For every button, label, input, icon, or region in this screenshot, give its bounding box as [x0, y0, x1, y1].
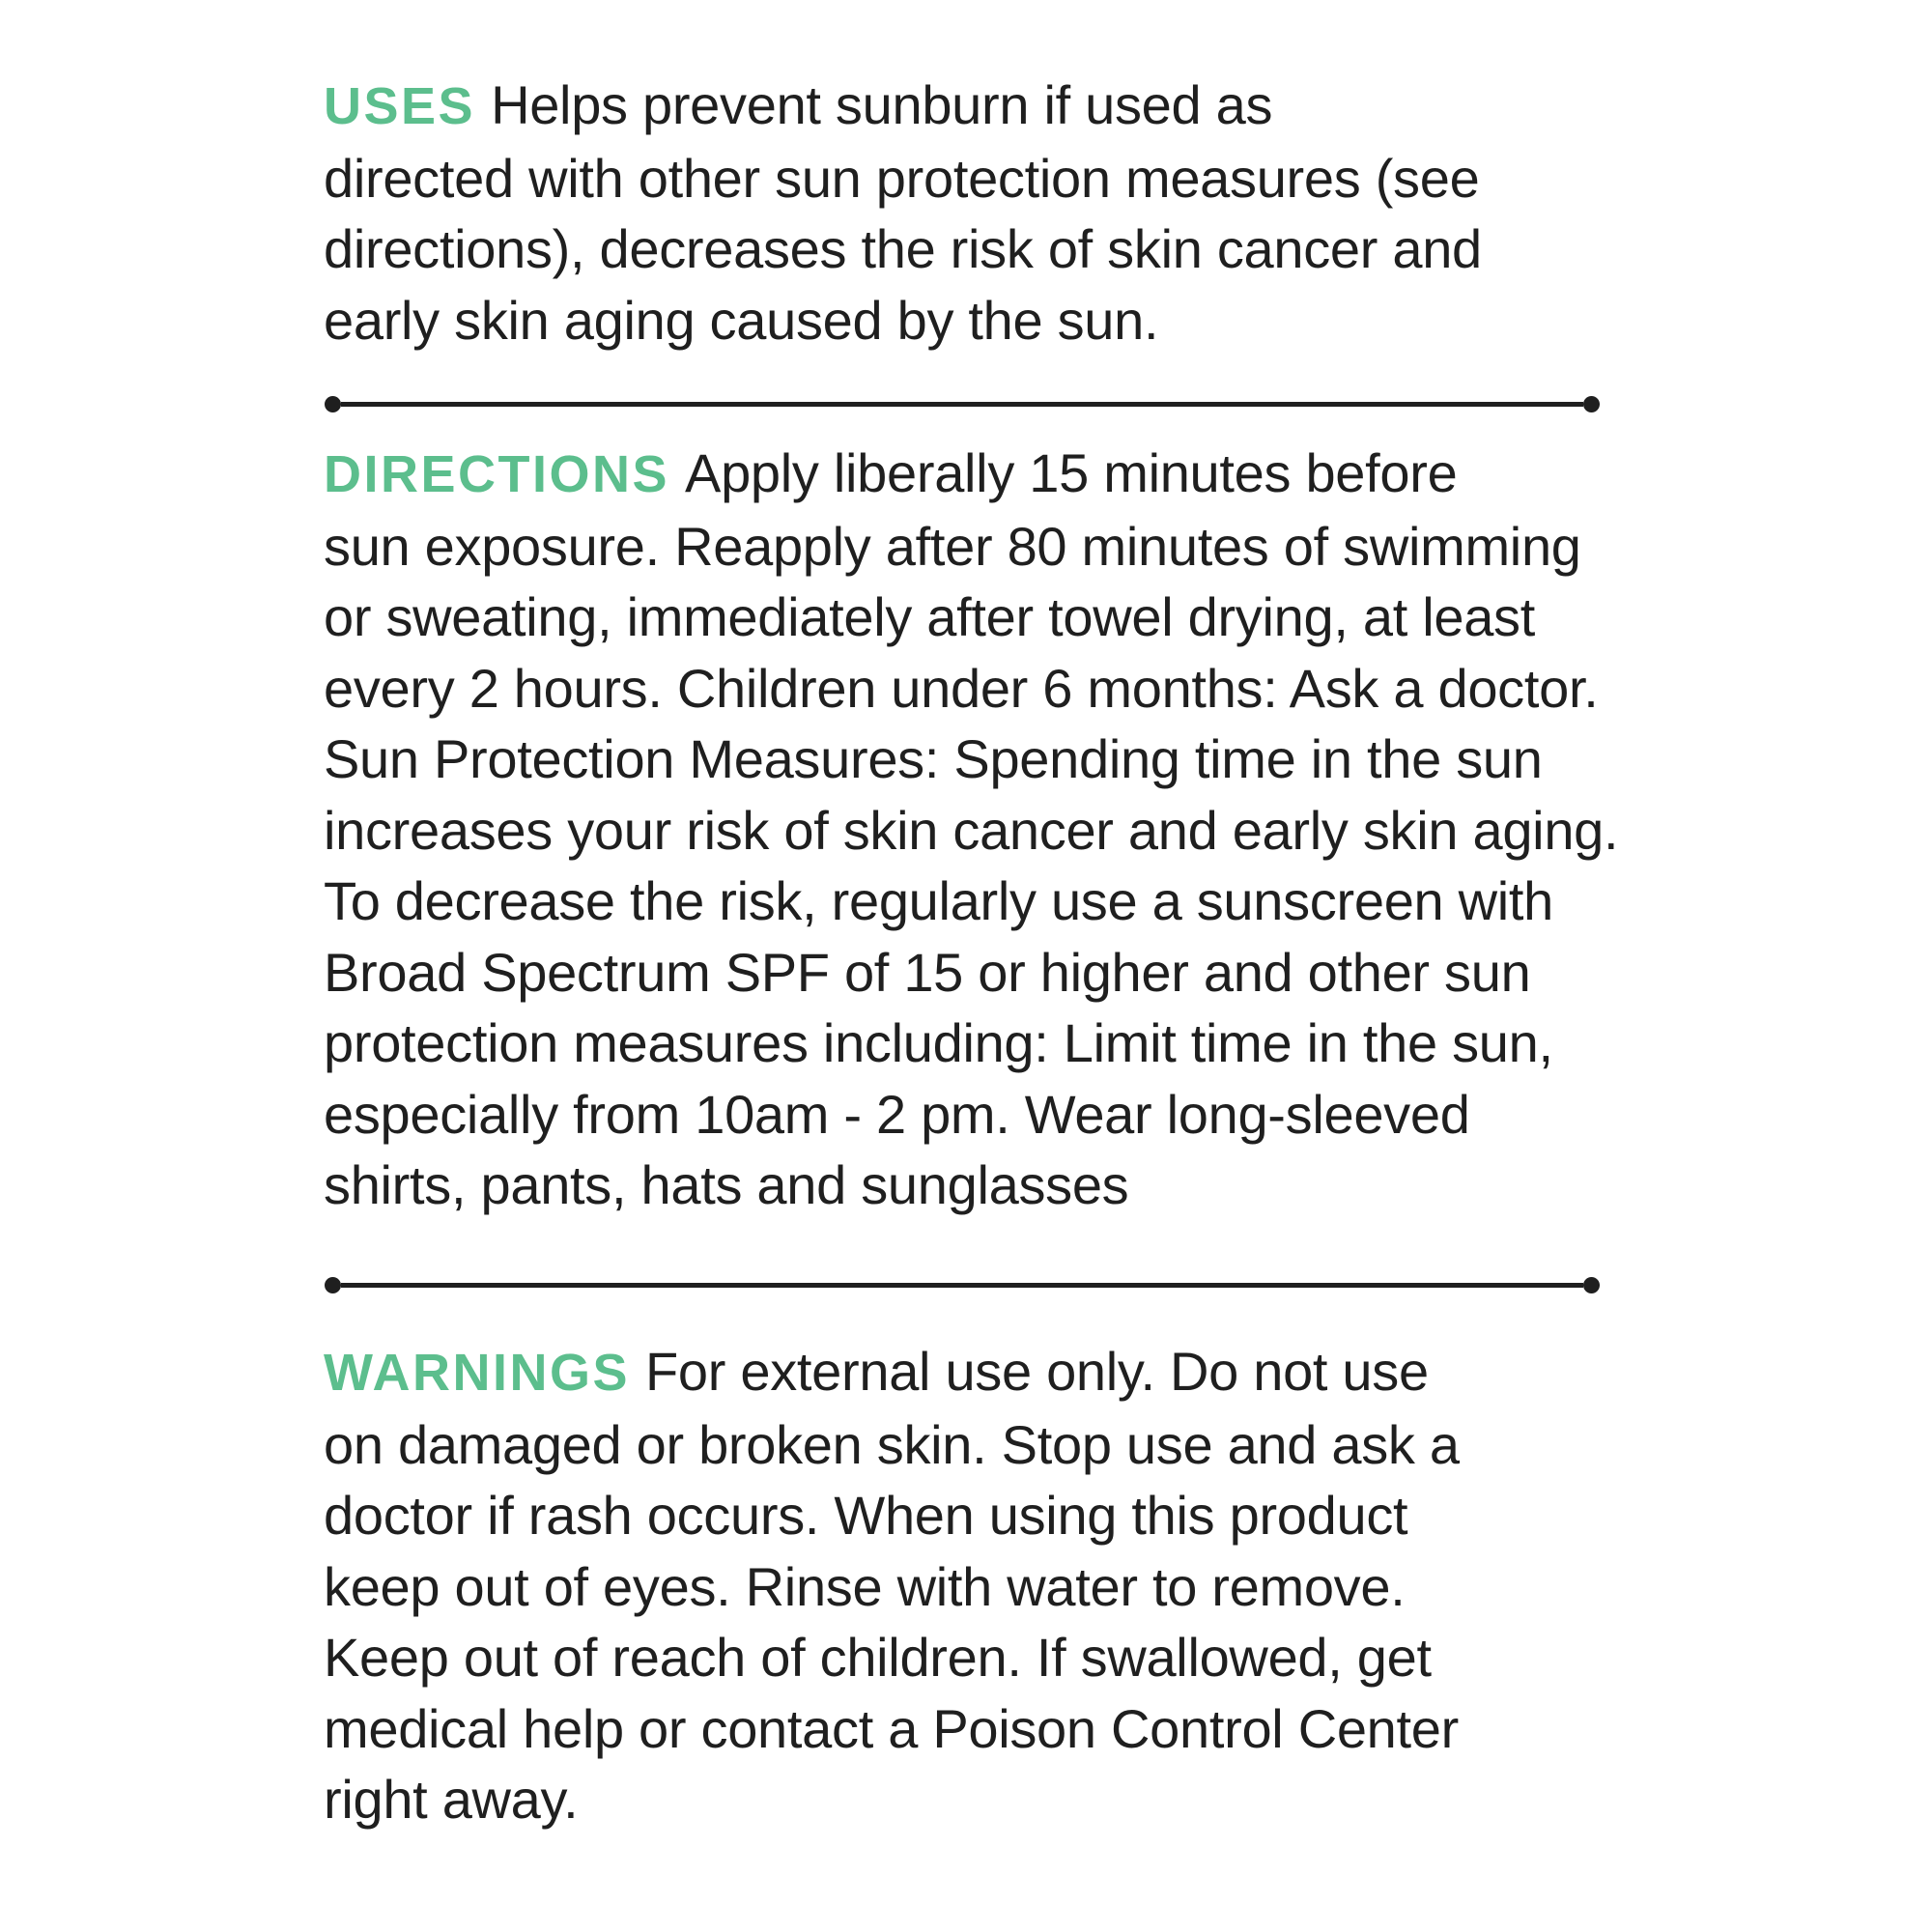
- directions-section: [324, 438, 1753, 1221]
- section-divider: [325, 393, 1600, 414]
- directions-line: shirts, pants, hats and sunglasses: [324, 1154, 1129, 1215]
- uses-line-text: Helps prevent sunburn if used as: [491, 74, 1273, 135]
- warnings-section: [324, 1336, 1753, 1835]
- warnings-heading: WARNINGS: [324, 1344, 630, 1402]
- directions-line: every 2 hours. Children under 6 months: Ask a doctor.: [324, 657, 1599, 719]
- divider-rule: [341, 1283, 1583, 1288]
- warnings-line-text: For external use only. Do not use: [645, 1341, 1429, 1402]
- divider-end-dot: [1583, 1277, 1600, 1293]
- uses-line: early skin aging caused by the sun.: [324, 289, 1159, 351]
- divider-end-dot: [1583, 396, 1600, 412]
- divider-end-dot: [325, 396, 341, 412]
- directions-heading: DIRECTIONS: [324, 445, 670, 503]
- directions-line: especially from 10am - 2 pm. Wear long-sleeved: [324, 1083, 1470, 1145]
- directions-line: To decrease the risk, regularly use a sunscreen with: [324, 870, 1554, 931]
- section-divider: [325, 1274, 1600, 1295]
- uses-line: directed with other sun protection measures (see: [324, 147, 1480, 209]
- uses-line: directions), decreases the risk of skin cancer and: [324, 218, 1482, 279]
- uses-section: [324, 70, 1753, 355]
- warnings-line: right away.: [324, 1769, 579, 1830]
- divider-end-dot: [325, 1277, 341, 1293]
- warnings-line: medical help or contact a Poison Control Center: [324, 1697, 1459, 1759]
- warnings-line: keep out of eyes. Rinse with water to remove.: [324, 1555, 1406, 1617]
- directions-line: Sun Protection Measures: Spending time in the sun: [324, 728, 1543, 789]
- directions-line: sun exposure. Reapply after 80 minutes of swimming: [324, 515, 1581, 577]
- warnings-line: doctor if rash occurs. When using this product: [324, 1485, 1408, 1546]
- directions-line: [324, 438, 1753, 511]
- directions-line: increases your risk of skin cancer and early skin aging.: [324, 799, 1619, 861]
- uses-heading: USES: [324, 77, 476, 135]
- directions-line: or sweating, immediately after towel drying, at least: [324, 586, 1535, 647]
- directions-line: protection measures including: Limit time in the sun,: [324, 1012, 1553, 1073]
- warnings-line: Keep out of reach of children. If swallowed, get: [324, 1627, 1432, 1688]
- uses-line: [324, 70, 1753, 143]
- directions-line: Broad Spectrum SPF of 15 or higher and other sun: [324, 941, 1531, 1003]
- divider-rule: [341, 402, 1583, 407]
- warnings-line: [324, 1336, 1753, 1409]
- directions-line-text: Apply liberally 15 minutes before: [685, 442, 1458, 503]
- warnings-line: on damaged or broken skin. Stop use and ask a: [324, 1413, 1460, 1475]
